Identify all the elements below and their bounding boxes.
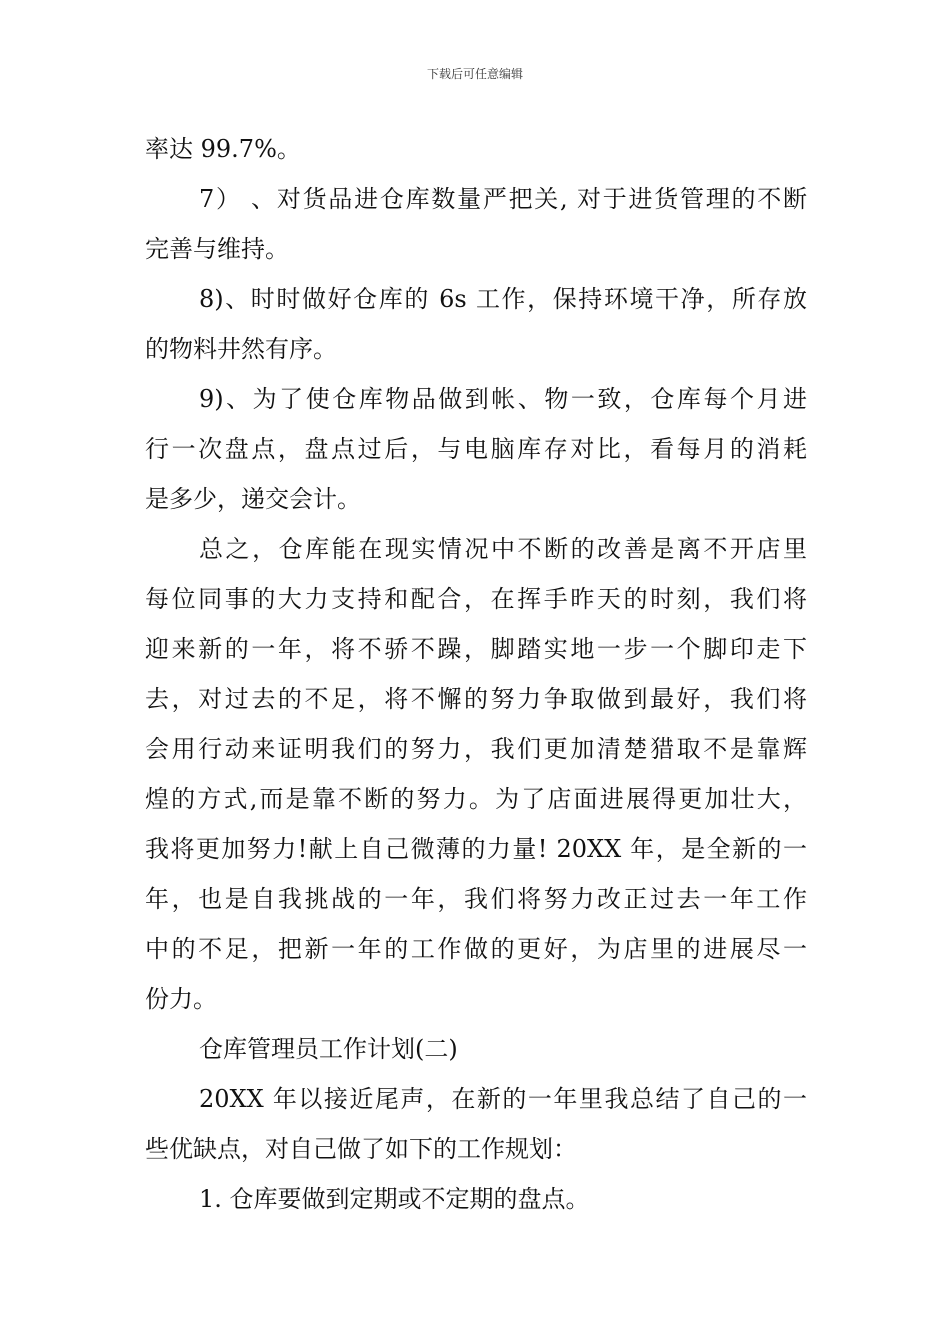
text-line: 中的不足，把新一年的工作做的更好，为店里的进展尽一 [145, 935, 807, 963]
text-line: 煌的方式,而是靠不断的努力。为了店面进展得更加壮大， [145, 785, 807, 813]
document-body [145, 124, 807, 1224]
text-line: 完善与维持。 [145, 235, 289, 263]
text-line: 行一次盘点，盘点过后，与电脑库存对比，看每月的消耗 [145, 435, 807, 463]
text-line: 每位同事的大力支持和配合，在挥手昨天的时刻，我们将 [145, 585, 807, 613]
text-line: 总之，仓库能在现实情况中不断的改善是离不开店里 [199, 535, 807, 563]
text-line: 8)、时时做好仓库的 6s 工作，保持环境干净，所存放 [199, 285, 807, 313]
text-line: 20XX 年以接近尾声，在新的一年里我总结了自己的一 [199, 1085, 807, 1113]
text-line: 率达 99.7%。 [145, 135, 301, 163]
text-line: 我将更加努力!献上自己微薄的力量! 20XX 年，是全新的一 [145, 835, 807, 863]
page-header: 下载后可任意编辑 [426, 67, 523, 81]
text-line: 仓库管理员工作计划(二) [199, 1035, 458, 1063]
text-line: 的物料井然有序。 [145, 335, 337, 363]
text-line: 是多少，递交会计。 [145, 485, 361, 513]
text-line: 年，也是自我挑战的一年，我们将努力改正过去一年工作 [145, 885, 807, 913]
text-line: 1. 仓库要做到定期或不定期的盘点。 [199, 1185, 590, 1213]
text-line: 些优缺点，对自己做了如下的工作规划： [145, 1135, 577, 1163]
text-line: 份力。 [145, 985, 217, 1013]
text-line: 去，对过去的不足，将不懈的努力争取做到最好，我们将 [145, 685, 807, 713]
text-line: 7） 、对货品进仓库数量严把关, 对于进货管理的不断 [199, 185, 807, 213]
text-line: 9)、为了使仓库物品做到帐、物一致，仓库每个月进 [199, 385, 807, 413]
text-line: 迎来新的一年，将不骄不躁，脚踏实地一步一个脚印走下 [145, 635, 807, 663]
text-line: 会用行动来证明我们的努力，我们更加清楚猎取不是靠辉 [145, 735, 807, 763]
